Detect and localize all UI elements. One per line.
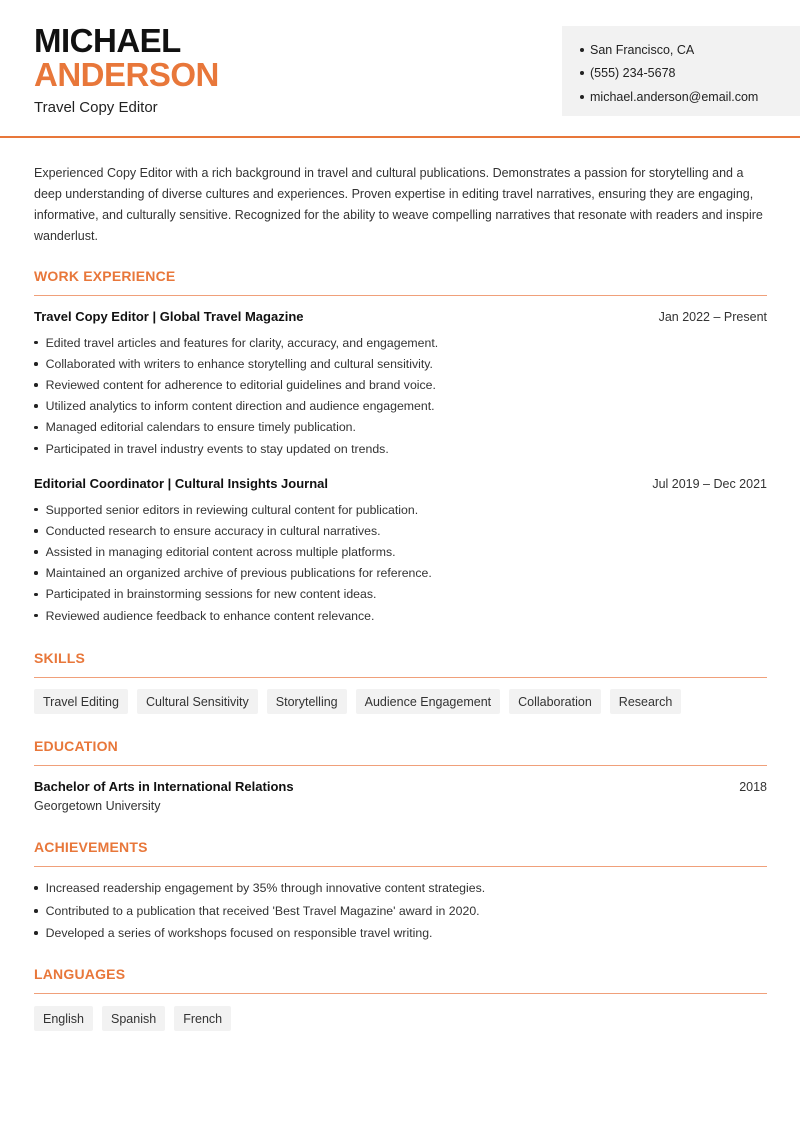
section-title-education: EDUCATION bbox=[34, 738, 767, 766]
job-date: Jan 2022 – Present bbox=[658, 309, 767, 324]
list-item: Contributed to a publication that received 'Best Travel Magazine' award in 2020. bbox=[34, 900, 767, 923]
skill-chip: Storytelling bbox=[267, 689, 347, 714]
graduation-year: 2018 bbox=[739, 779, 767, 794]
bullet-icon bbox=[580, 48, 584, 52]
bullet-icon bbox=[34, 614, 38, 618]
candidate-name bbox=[34, 24, 219, 92]
list-item: Utilized analytics to inform content direction and audience engagement. bbox=[34, 396, 767, 417]
bullet-icon bbox=[34, 909, 38, 913]
bullet-icon bbox=[34, 593, 38, 597]
skill-chip: Research bbox=[610, 689, 682, 714]
bullet-icon bbox=[34, 426, 38, 430]
bullet-icon bbox=[34, 341, 38, 345]
section-title-work-experience: WORK EXPERIENCE bbox=[34, 268, 767, 296]
bullet-icon bbox=[580, 71, 584, 75]
contact-email[interactable]: michael.anderson@email.com bbox=[580, 85, 800, 109]
list-item: Reviewed audience feedback to enhance content relevance. bbox=[34, 605, 767, 626]
skill-chip: Audience Engagement bbox=[356, 689, 500, 714]
degree: Bachelor of Arts in International Relations bbox=[34, 779, 294, 794]
job-title: Editorial Coordinator | Cultural Insights Journal bbox=[34, 476, 328, 491]
list-item: Assisted in managing editorial content across multiple platforms. bbox=[34, 541, 767, 562]
list-item: Developed a series of workshops focused on responsible travel writing. bbox=[34, 922, 767, 945]
bullet-icon bbox=[34, 550, 38, 554]
first-name: MICHAEL bbox=[34, 22, 181, 59]
bullet-icon bbox=[34, 383, 38, 387]
skill-chip: Cultural Sensitivity bbox=[137, 689, 258, 714]
job-bullets bbox=[34, 499, 767, 626]
job-bullets bbox=[34, 332, 767, 459]
bullet-icon bbox=[34, 931, 38, 935]
skills-list bbox=[34, 689, 681, 714]
skill-chip: Collaboration bbox=[509, 689, 601, 714]
section-title-achievements: ACHIEVEMENTS bbox=[34, 839, 767, 867]
language-chip: Spanish bbox=[102, 1006, 165, 1031]
bullet-icon bbox=[580, 95, 584, 99]
list-item: Reviewed content for adherence to editorial guidelines and brand voice. bbox=[34, 374, 767, 395]
contact-location: San Francisco, CA bbox=[580, 38, 800, 62]
section-title-skills: SKILLS bbox=[34, 650, 767, 678]
list-item: Maintained an organized archive of previous publications for reference. bbox=[34, 563, 767, 584]
list-item: Edited travel articles and features for clarity, accuracy, and engagement. bbox=[34, 332, 767, 353]
resume-header bbox=[0, 0, 800, 138]
list-item: Supported senior editors in reviewing cultural content for publication. bbox=[34, 499, 767, 520]
last-name: ANDERSON bbox=[34, 56, 219, 93]
job-header bbox=[34, 476, 767, 491]
languages-list bbox=[34, 1006, 231, 1031]
job-title-subtitle: Travel Copy Editor bbox=[34, 99, 158, 116]
language-chip: French bbox=[174, 1006, 231, 1031]
bullet-icon bbox=[34, 362, 38, 366]
job-header bbox=[34, 309, 767, 324]
list-item: Participated in brainstorming sessions for new content ideas. bbox=[34, 584, 767, 605]
contact-phone: (555) 234-5678 bbox=[580, 62, 800, 86]
bullet-icon bbox=[34, 508, 38, 512]
skill-chip: Travel Editing bbox=[34, 689, 128, 714]
bullet-icon bbox=[34, 404, 38, 408]
education-header bbox=[34, 779, 767, 794]
school-name: Georgetown University bbox=[34, 799, 161, 813]
list-item: Participated in travel industry events to stay updated on trends. bbox=[34, 438, 767, 459]
achievements-list bbox=[34, 877, 767, 945]
contact-box bbox=[562, 26, 800, 116]
professional-summary: Experienced Copy Editor with a rich background in travel and cultural publications. Demonstrates a passion for storytelling and a deep understanding of diverse cultures and experiences. Proven expertise in editing travel narratives, ensuring they are engaging, informative, and culturally sensitive. Recognized for the ability to weave compelling narratives that resonate with readers and inspire wanderlust. bbox=[34, 166, 763, 243]
section-title-languages: LANGUAGES bbox=[34, 966, 767, 994]
language-chip: English bbox=[34, 1006, 93, 1031]
job-date: Jul 2019 – Dec 2021 bbox=[652, 476, 767, 491]
bullet-icon bbox=[34, 886, 38, 890]
list-item: Increased readership engagement by 35% through innovative content strategies. bbox=[34, 877, 767, 900]
list-item: Collaborated with writers to enhance storytelling and cultural sensitivity. bbox=[34, 353, 767, 374]
list-item: Conducted research to ensure accuracy in cultural narratives. bbox=[34, 520, 767, 541]
bullet-icon bbox=[34, 529, 38, 533]
job-title: Travel Copy Editor | Global Travel Magazine bbox=[34, 309, 304, 324]
bullet-icon bbox=[34, 447, 38, 451]
list-item: Managed editorial calendars to ensure timely publication. bbox=[34, 417, 767, 438]
bullet-icon bbox=[34, 571, 38, 575]
